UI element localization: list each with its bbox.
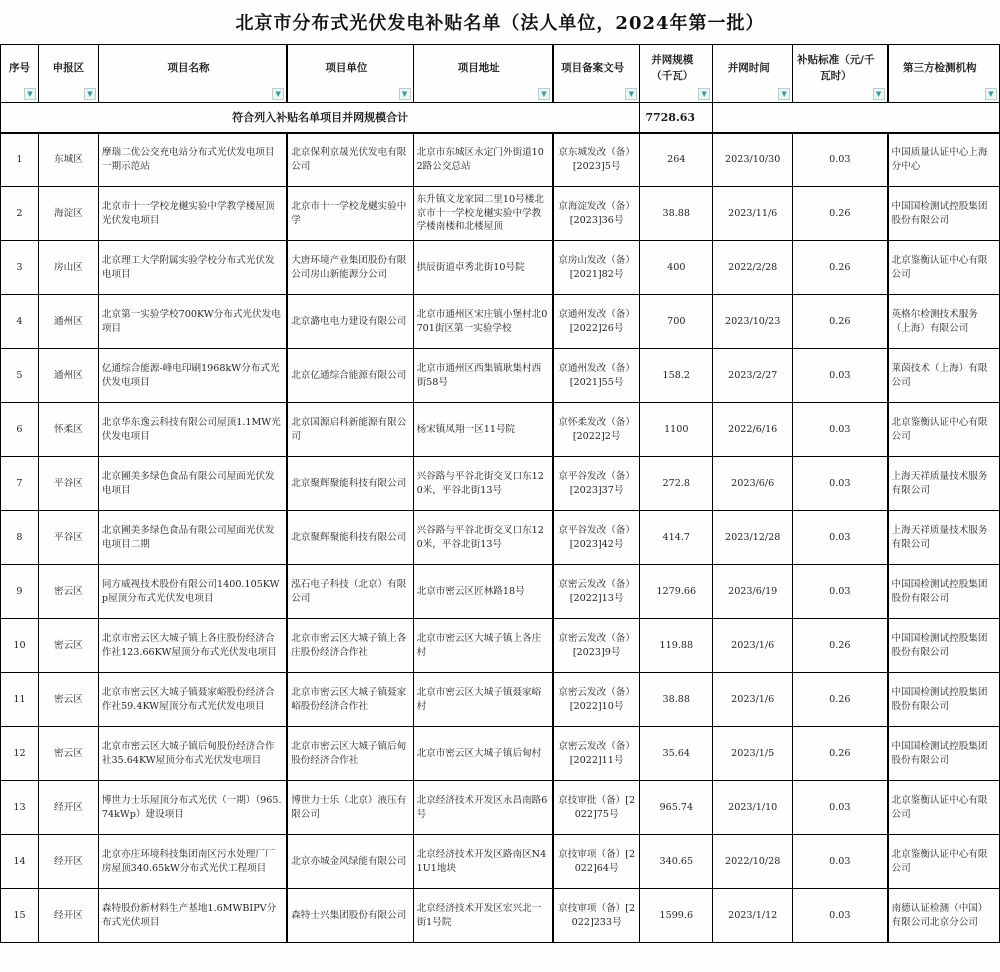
cell-unit: 博世力士乐（北京）液压有限公司: [287, 781, 413, 835]
table-row: [1, 133, 1000, 187]
cell-district: 密云区: [38, 619, 98, 673]
cell-capacity: 1100: [640, 403, 713, 457]
cell-unit: 北京市密云区大城子镇后甸股份经济合作社: [287, 727, 413, 781]
cell-unit: 北京市十一学校龙樾实验中学: [287, 187, 413, 241]
cell-district: 海淀区: [38, 187, 98, 241]
cell-name: 北京市密云区大城子镇上各庄股份经济合作社123.66KW屋顶分布式光伏发电项目: [98, 619, 287, 673]
cell-capacity: 264: [640, 133, 713, 187]
cell-subsidy: 0.26: [793, 241, 888, 295]
cell-name: 北京市密云区大城子镇聂家峪股份经济合作社59.4KW屋顶分布式光伏发电项目: [98, 673, 287, 727]
page-title: 北京市分布式光伏发电补贴名单（法人单位，2024年第一批）: [235, 13, 765, 34]
table-row: [1, 673, 1000, 727]
column-header-district: [38, 45, 98, 103]
cell-agency: 北京鉴衡认证中心有限公司: [888, 403, 1000, 457]
cell-agency: 中国质量认证中心上海分中心: [888, 133, 1000, 187]
column-header-label: 序号: [8, 61, 30, 74]
cell-address: 北京市东城区永定门外街道102路公交总站: [413, 133, 553, 187]
cell-doc_no: 京怀柔发改（备）[2022]2号: [553, 403, 640, 457]
cell-address: 北京市通州区西集镇耿集村西街58号: [413, 349, 553, 403]
cell-index: 1: [1, 133, 39, 187]
cell-subsidy: 0.03: [793, 835, 888, 889]
cell-index: 10: [1, 619, 39, 673]
filter-icon[interactable]: ▼: [399, 88, 411, 100]
cell-index: 3: [1, 241, 39, 295]
cell-unit: 北京市密云区大城子镇上各庄股份经济合作社: [287, 619, 413, 673]
cell-doc_no: 京密云发改（备）[2022]13号: [553, 565, 640, 619]
cell-subsidy: 0.03: [793, 403, 888, 457]
column-header-index: [1, 45, 39, 103]
cell-capacity: 158.2: [640, 349, 713, 403]
cell-capacity: 38.88: [640, 673, 713, 727]
table-row: [1, 349, 1000, 403]
filter-icon[interactable]: ▼: [538, 88, 550, 100]
cell-address: 北京市密云区大城子镇后甸村: [413, 727, 553, 781]
cell-grid_date: 2023/1/12: [713, 889, 793, 943]
cell-subsidy: 0.26: [793, 673, 888, 727]
cell-doc_no: 京东城发改（备）[2023]5号: [553, 133, 640, 187]
cell-doc_no: 京密云发改（备）[2022]11号: [553, 727, 640, 781]
cell-index: 11: [1, 673, 39, 727]
column-header-unit: [287, 45, 413, 103]
cell-grid_date: 2023/1/10: [713, 781, 793, 835]
column-header-label: 项目地址: [457, 61, 500, 74]
cell-agency: 北京鉴衡认证中心有限公司: [888, 241, 1000, 295]
column-header-name: [98, 45, 287, 103]
cell-grid_date: 2023/6/19: [713, 565, 793, 619]
cell-grid_date: 2023/12/28: [713, 511, 793, 565]
cell-name: 博世力士乐屋顶分布式光伏（一期）（965.74kWp）建设项目: [98, 781, 287, 835]
table-row: [1, 619, 1000, 673]
cell-agency: 中国国检测试控股集团股份有限公司: [888, 727, 1000, 781]
cell-index: 8: [1, 511, 39, 565]
cell-name: 北京第一实验学校700KW分布式光伏发电项目: [98, 295, 287, 349]
cell-doc_no: 京技审批（备）[2022]75号: [553, 781, 640, 835]
cell-agency: 北京鉴衡认证中心有限公司: [888, 835, 1000, 889]
cell-grid_date: 2022/10/28: [713, 835, 793, 889]
table-row: [1, 457, 1000, 511]
column-header-label: 并网规模（千瓦）: [651, 54, 694, 82]
filter-icon[interactable]: ▼: [698, 88, 710, 100]
cell-district: 经开区: [38, 889, 98, 943]
cell-capacity: 1599.6: [640, 889, 713, 943]
table-row: [1, 835, 1000, 889]
cell-grid_date: 2023/2/27: [713, 349, 793, 403]
cell-name: 亿通综合能源-峰电印刷1968kW分布式光伏发电项目: [98, 349, 287, 403]
filter-icon[interactable]: ▼: [625, 88, 637, 100]
cell-unit: 北京亦城金风绿能有限公司: [287, 835, 413, 889]
cell-grid_date: 2022/6/16: [713, 403, 793, 457]
cell-subsidy: 0.26: [793, 619, 888, 673]
cell-grid_date: 2023/6/6: [713, 457, 793, 511]
cell-agency: 北京鉴衡认证中心有限公司: [888, 781, 1000, 835]
column-header-label: 项目单位: [325, 61, 368, 74]
column-header-grid_date: [713, 45, 793, 103]
cell-grid_date: 2023/10/30: [713, 133, 793, 187]
cell-address: 东升镇文龙家园二里10号楼北京市十一学校龙樾实验中学教学楼南楼和北楼屋顶: [413, 187, 553, 241]
cell-capacity: 38.88: [640, 187, 713, 241]
cell-grid_date: 2023/1/6: [713, 619, 793, 673]
subsidy-table: [0, 44, 1000, 943]
table-row: [1, 403, 1000, 457]
cell-agency: 莱茵技术（上海）有限公司: [888, 349, 1000, 403]
cell-agency: 中国国检测试控股集团股份有限公司: [888, 673, 1000, 727]
cell-index: 4: [1, 295, 39, 349]
cell-agency: 南德认证检测（中国）有限公司北京分公司: [888, 889, 1000, 943]
cell-district: 通州区: [38, 295, 98, 349]
cell-district: 密云区: [38, 673, 98, 727]
cell-index: 13: [1, 781, 39, 835]
table-row: [1, 727, 1000, 781]
table-row: [1, 241, 1000, 295]
cell-subsidy: 0.26: [793, 187, 888, 241]
cell-district: 怀柔区: [38, 403, 98, 457]
cell-index: 5: [1, 349, 39, 403]
cell-index: 6: [1, 403, 39, 457]
cell-unit: 北京潞电电力建设有限公司: [287, 295, 413, 349]
cell-subsidy: 0.03: [793, 133, 888, 187]
cell-doc_no: 京通州发改（备）[2022]26号: [553, 295, 640, 349]
cell-unit: 北京聚辉聚能科技有限公司: [287, 511, 413, 565]
cell-address: 北京市密云区大城子镇聂家峪村: [413, 673, 553, 727]
cell-name: 同方威视技术股份有限公司1400.105KWp屋顶分布式光伏发电项目: [98, 565, 287, 619]
cell-address: 北京市密云区匠林路18号: [413, 565, 553, 619]
cell-capacity: 119.88: [640, 619, 713, 673]
cell-unit: 北京保利京晟光伏发电有限公司: [287, 133, 413, 187]
cell-address: 北京经济技术开发区路南区N41U1地块: [413, 835, 553, 889]
cell-district: 密云区: [38, 727, 98, 781]
cell-unit: 大唐环境产业集团股份有限公司房山新能源分公司: [287, 241, 413, 295]
cell-district: 东城区: [38, 133, 98, 187]
cell-index: 15: [1, 889, 39, 943]
cell-district: 通州区: [38, 349, 98, 403]
summary-row: [1, 103, 1000, 133]
filter-icon[interactable]: ▼: [873, 88, 885, 100]
cell-address: 北京市通州区宋庄镇小堡村北0701街区第一实验学校: [413, 295, 553, 349]
column-header-capacity: [640, 45, 713, 103]
cell-address: 杨宋镇凤翔一区11号院: [413, 403, 553, 457]
cell-index: 12: [1, 727, 39, 781]
column-header-label: 并网时间: [727, 61, 770, 74]
cell-name: 北京圃美多绿色食品有限公司屋面光伏发电项目二期: [98, 511, 287, 565]
table-row: [1, 889, 1000, 943]
column-header-address: [413, 45, 553, 103]
header-row: [1, 45, 1000, 103]
table-row: [1, 511, 1000, 565]
cell-address: 北京市密云区大城子镇上各庄村: [413, 619, 553, 673]
cell-index: 7: [1, 457, 39, 511]
cell-doc_no: 京密云发改（备）[2023]9号: [553, 619, 640, 673]
cell-subsidy: 0.03: [793, 565, 888, 619]
cell-grid_date: 2023/1/5: [713, 727, 793, 781]
cell-name: 摩瑞二优公交充电站分布式光伏发电项目一期示范站: [98, 133, 287, 187]
summary-label: 符合列入补贴名单项目并网规模合计: [1, 103, 640, 133]
cell-district: 经开区: [38, 835, 98, 889]
cell-agency: 中国国检测试控股集团股份有限公司: [888, 565, 1000, 619]
cell-district: 经开区: [38, 781, 98, 835]
cell-index: 2: [1, 187, 39, 241]
cell-unit: 森特士兴集团股份有限公司: [287, 889, 413, 943]
cell-name: 北京亦庄环境科技集团南区污水处理厂厂房屋顶340.65kW分布式光伏工程项目: [98, 835, 287, 889]
cell-capacity: 965.74: [640, 781, 713, 835]
table-row: [1, 295, 1000, 349]
cell-address: 北京经济技术开发区宏兴北一街1号院: [413, 889, 553, 943]
cell-unit: 北京聚辉聚能科技有限公司: [287, 457, 413, 511]
cell-unit: 北京亿通综合能源有限公司: [287, 349, 413, 403]
cell-grid_date: 2023/10/23: [713, 295, 793, 349]
cell-grid_date: 2022/2/28: [713, 241, 793, 295]
cell-capacity: 700: [640, 295, 713, 349]
filter-icon[interactable]: ▼: [84, 88, 96, 100]
cell-subsidy: 0.03: [793, 511, 888, 565]
cell-district: 房山区: [38, 241, 98, 295]
table-row: [1, 565, 1000, 619]
summary-total-capacity: 7728.63: [640, 103, 713, 133]
filter-icon[interactable]: ▼: [272, 88, 284, 100]
cell-name: 北京华东逸云科技有限公司屋顶1.1MW光伏发电项目: [98, 403, 287, 457]
cell-name: 北京市密云区大城子镇后甸股份经济合作社35.64KW屋顶分布式光伏发电项目: [98, 727, 287, 781]
cell-unit: 北京市密云区大城子镇聂家峪股份经济合作社: [287, 673, 413, 727]
cell-doc_no: 京密云发改（备）[2022]10号: [553, 673, 640, 727]
cell-name: 森特股份新材料生产基地1.6MWBIPV分布式光伏项目: [98, 889, 287, 943]
cell-name: 北京理工大学附属实验学校分布式光伏发电项目: [98, 241, 287, 295]
column-header-agency: [888, 45, 1000, 103]
column-header-label: 第三方检测机构: [903, 61, 977, 74]
cell-unit: 北京国源启科新能源有限公司: [287, 403, 413, 457]
cell-address: 兴谷路与平谷北街交叉口东120米，平谷北街13号: [413, 511, 553, 565]
cell-subsidy: 0.03: [793, 349, 888, 403]
table-row: [1, 187, 1000, 241]
cell-subsidy: 0.26: [793, 295, 888, 349]
cell-doc_no: 京平谷发改（备）[2023]42号: [553, 511, 640, 565]
cell-doc_no: 京技审项（备）[2022]64号: [553, 835, 640, 889]
cell-doc_no: 京技审项（备）[2022]233号: [553, 889, 640, 943]
cell-capacity: 414.7: [640, 511, 713, 565]
cell-capacity: 272.8: [640, 457, 713, 511]
column-header-label: 项目名称: [167, 61, 210, 74]
cell-district: 平谷区: [38, 511, 98, 565]
cell-capacity: 340.65: [640, 835, 713, 889]
cell-doc_no: 京海淀发改（备）[2023]36号: [553, 187, 640, 241]
table-row: [1, 781, 1000, 835]
cell-agency: 上海天祥质量技术服务有限公司: [888, 511, 1000, 565]
cell-address: 拱辰街道卓秀北街10号院: [413, 241, 553, 295]
cell-index: 14: [1, 835, 39, 889]
table-body: [1, 133, 1000, 943]
cell-unit: 泓石电子科技（北京）有限公司: [287, 565, 413, 619]
column-header-label: 补贴标准（元/千瓦时）: [797, 54, 875, 82]
cell-name: 北京圃美多绿色食品有限公司屋面光伏发电项目: [98, 457, 287, 511]
cell-subsidy: 0.03: [793, 889, 888, 943]
filter-icon[interactable]: ▼: [985, 88, 997, 100]
cell-district: 平谷区: [38, 457, 98, 511]
filter-icon[interactable]: ▼: [778, 88, 790, 100]
cell-index: 9: [1, 565, 39, 619]
cell-agency: 中国国检测试控股集团股份有限公司: [888, 619, 1000, 673]
cell-doc_no: 京通州发改（备）[2021]55号: [553, 349, 640, 403]
cell-address: 北京经济技术开发区永昌南路6号: [413, 781, 553, 835]
column-header-subsidy: [793, 45, 888, 103]
cell-agency: 上海天祥质量技术服务有限公司: [888, 457, 1000, 511]
cell-address: 兴谷路与平谷北街交叉口东120米，平谷北街13号: [413, 457, 553, 511]
cell-subsidy: 0.03: [793, 457, 888, 511]
cell-district: 密云区: [38, 565, 98, 619]
summary-empty-cell: [713, 103, 1000, 133]
cell-agency: 英格尔检测技术服务（上海）有限公司: [888, 295, 1000, 349]
cell-grid_date: 2023/1/6: [713, 673, 793, 727]
filter-icon[interactable]: ▼: [24, 88, 36, 100]
cell-agency: 中国国检测试控股集团股份有限公司: [888, 187, 1000, 241]
cell-doc_no: 京房山发改（备）[2021]82号: [553, 241, 640, 295]
cell-subsidy: 0.26: [793, 727, 888, 781]
cell-doc_no: 京平谷发改（备）[2023]37号: [553, 457, 640, 511]
column-header-label: 项目备案文号: [561, 61, 625, 74]
cell-capacity: 1279.66: [640, 565, 713, 619]
column-header-label: 申报区: [52, 61, 85, 74]
cell-capacity: 35.64: [640, 727, 713, 781]
cell-grid_date: 2023/11/6: [713, 187, 793, 241]
cell-name: 北京市十一学校龙樾实验中学教学楼屋顶光伏发电项目: [98, 187, 287, 241]
cell-subsidy: 0.03: [793, 781, 888, 835]
column-header-doc_no: [553, 45, 640, 103]
cell-capacity: 400: [640, 241, 713, 295]
